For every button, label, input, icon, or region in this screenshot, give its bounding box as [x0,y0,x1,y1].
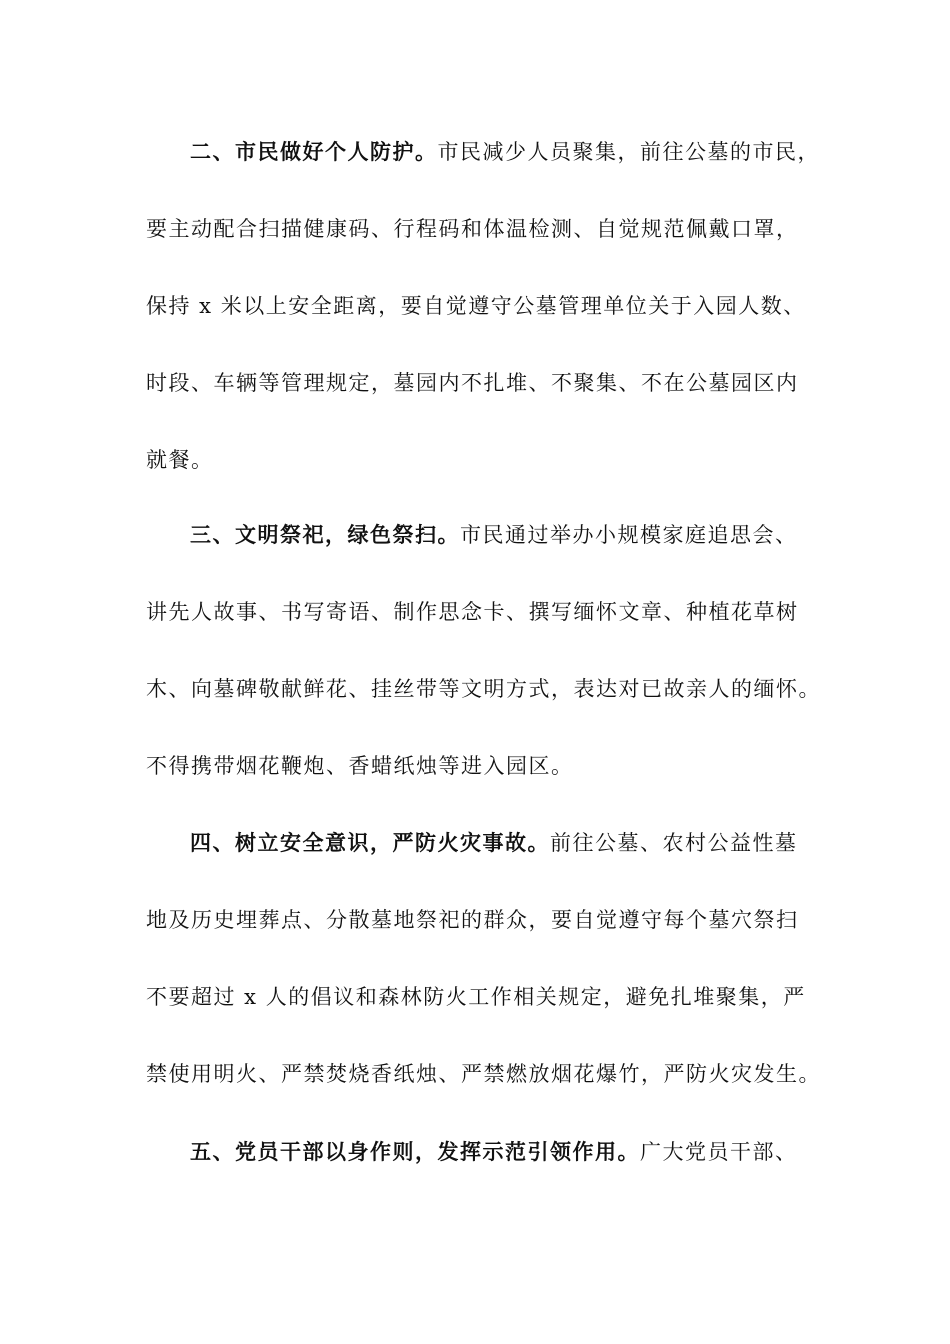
paragraph-4 [146,805,821,1113]
paragraph-text: 前往公墓、农村公益性墓 [550,831,798,855]
paragraph-line: 木、向墓碑敬献鲜花、挂丝带等文明方式，表达对已故亲人的缅怀。 [146,677,821,701]
paragraph-line: 禁使用明火、严禁焚烧香纸烛、严禁燃放烟花爆竹，严防火灾发生。 [146,1062,821,1086]
paragraph-line [146,1114,812,1191]
paragraph-text: 广大党员干部、 [640,1140,798,1164]
paragraph-line: 不得携带烟花鞭炮、香蜡纸烛等进入园区。 [146,754,574,778]
paragraph-line: 讲先人故事、书写寄语、制作思念卡、撰写缅怀文章、种植花草树 [146,600,799,624]
paragraph-heading: 五、党员干部以身作则，发挥示范引领作用。 [190,1140,640,1164]
paragraph-text: 市民通过举办小规模家庭追思会、 [460,523,798,547]
paragraph-line: 不要超过 x 人的倡议和森林防火工作相关规定，避免扎堆聚集，严 [146,985,806,1009]
paragraph-line [146,497,812,574]
paragraph-line [146,114,820,191]
paragraph-line: 地及历史埋葬点、分散墓地祭祀的群众，要自觉遵守每个墓穴祭扫 [146,908,799,932]
paragraph-3 [146,497,821,805]
paragraph-heading: 二、市民做好个人防护。 [190,140,438,164]
paragraph-line: 就餐。 [146,448,214,472]
paragraph-line: 要主动配合扫描健康码、行程码和体温检测、自觉规范佩戴口罩， [146,217,799,241]
paragraph-line: 时段、车辆等管理规定，墓园内不扎堆、不聚集、不在公墓园区内 [146,371,799,395]
paragraph-line: 保持 x 米以上安全距离，要自觉遵守公墓管理单位关于入园人数、 [146,294,806,318]
paragraph-heading: 四、树立安全意识，严防火灾事故。 [190,831,550,855]
paragraph-5 [146,1114,812,1191]
paragraph-line [146,805,812,882]
paragraph-heading: 三、文明祭祀，绿色祭扫。 [190,523,460,547]
paragraph-text: 市民减少人员聚集，前往公墓的市民， [437,140,820,164]
paragraph-2 [146,114,820,499]
